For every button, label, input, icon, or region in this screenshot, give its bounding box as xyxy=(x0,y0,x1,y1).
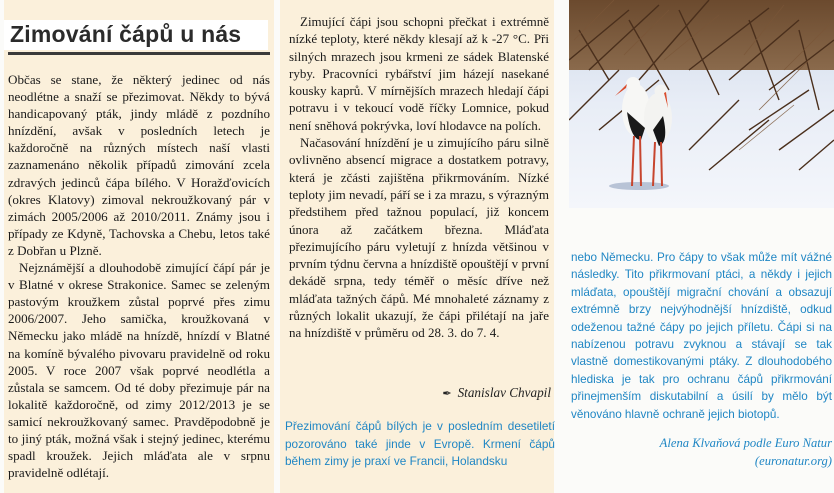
paragraph-4: Načasování hnízdění je u zimujícího páru silně ovlivněno absencí migrace a dostatkem potravy, která je zčásti zajištěna přikrmováním. Nízké teploty jim nevadí, páří se i za mrazu, s výrazným předstihem před tažnou populací, již koncem února až začátkem března. Mláďata přezimujícího páru vyletují z hnízda většinou v prvním týdnu června a hnízdiště opouštějí v první dekádě srpna, tedy téměř o měsíc dříve než mláďata tažných čápů. Mé mnohaleté záznamy z různých lokalit ukazují, že čápi přilétají na jaře na hnízdiště v průměru od 28. 3. do 7. 4. xyxy=(289,135,549,341)
author-signature xyxy=(289,385,551,401)
sidebar-note-text-1: Přezimování čápů bílých je v posledním desetiletí pozorováno také jinde v Evropě. Krmení čápů během zimy je praxí ve Francii, Holandsku xyxy=(285,419,555,469)
paragraph-2: Nejznámější a dlouhodobě zimující čápí pár je v Blatné v okrese Strakonice. Samec se zeleným pastovým kroužkem zůstal poprvé přes zimu 2006/2007. Jeho samička, kroužkovaná v Německu jako mládě na hnízdě, hnízdí v Blatné na komíně bývalého pivovaru pravidelně od roku 2005. V roce 2007 však poprvé neodlétla a zůstala se samcem. Od té doby přezimuje pár na lokalitě každoročně, od zimy 2012/2013 je se samicí nekroužkovaný samec. Pravděpodobně je to jiný pták, možná však i stejný jedinec, kterému spadl kroužek. Jejich mláďata ale v srpnu pravidelně odlétají. xyxy=(8,260,270,481)
article-title: Zimování čápů u nás xyxy=(10,21,242,47)
sidebar-note-continued xyxy=(571,249,832,423)
column-2-text xyxy=(289,13,549,342)
pen-icon: ✒ xyxy=(442,388,452,400)
author-name: Stanislav Chvapil xyxy=(457,385,551,400)
paragraph-1: Občas se stane, že některý jedinec od nás neodlétne a snaží se přezimovat. Někdy to bývá handicapovaný pták, jindy mládě z pozdního hnízdění, avšak v posledních letech je každoročně na různých místech naší vlasti zaznamenáno několik případů zimování zcela zdravých jedinců čápa bílého. V Horažďovicích (okres Klatovy) zimoval nekroužkovaný pár v zimách 2005/2006 až 2010/2011. Známy jsou i případy ze Kdyně, Tachovska a Chebu, letos také z Dobřan u Plzně. xyxy=(8,72,270,258)
sidebar-credit: Alena Klvaňová podle Euro Natur xyxy=(659,436,832,450)
stork-photo xyxy=(569,0,834,208)
sidebar-note-start xyxy=(285,418,555,471)
paragraph-3: Zimující čápi jsou schopni přečkat i extrémně nízké teploty, které někdy klesají až k -27 °C. Při silných mrazech jsou krmeni ze sádek Blatenské ryby. Pracovníci rybářství jim házejí nasekané kousky kaprů. V mírnějších mrazech hledají čápi potravu i v tekoucí vodě říčky Lomnice, pokud není sněhová pokrývka, loví hlodavce na polích. xyxy=(289,14,549,133)
title-underline xyxy=(8,52,270,55)
sidebar-note-text-2: nebo Německu. Pro čápy to však může mít vážné následky. Tito přikrmovaní ptáci, a někdy i jejich mláďata, opouštějí migrační chování a obsazují extrémně brzy nejvýhodnější hnízdiště, odkud odeženou tažné čápy po jejich příletu. Čápi si na nabízenou potravu zvyknou a stávají se tak vlastně domestikovanými ptáky. Z dlouhodobého hlediska je tak pro ochranu čápů přikrmování přinejmenším diskutabilní a úsilí by mělo být věnováno hlavně ochraně jejich biotopů. xyxy=(571,251,832,421)
sidebar-source: (euronatur.org) xyxy=(754,454,832,468)
column-1-text xyxy=(8,71,270,481)
